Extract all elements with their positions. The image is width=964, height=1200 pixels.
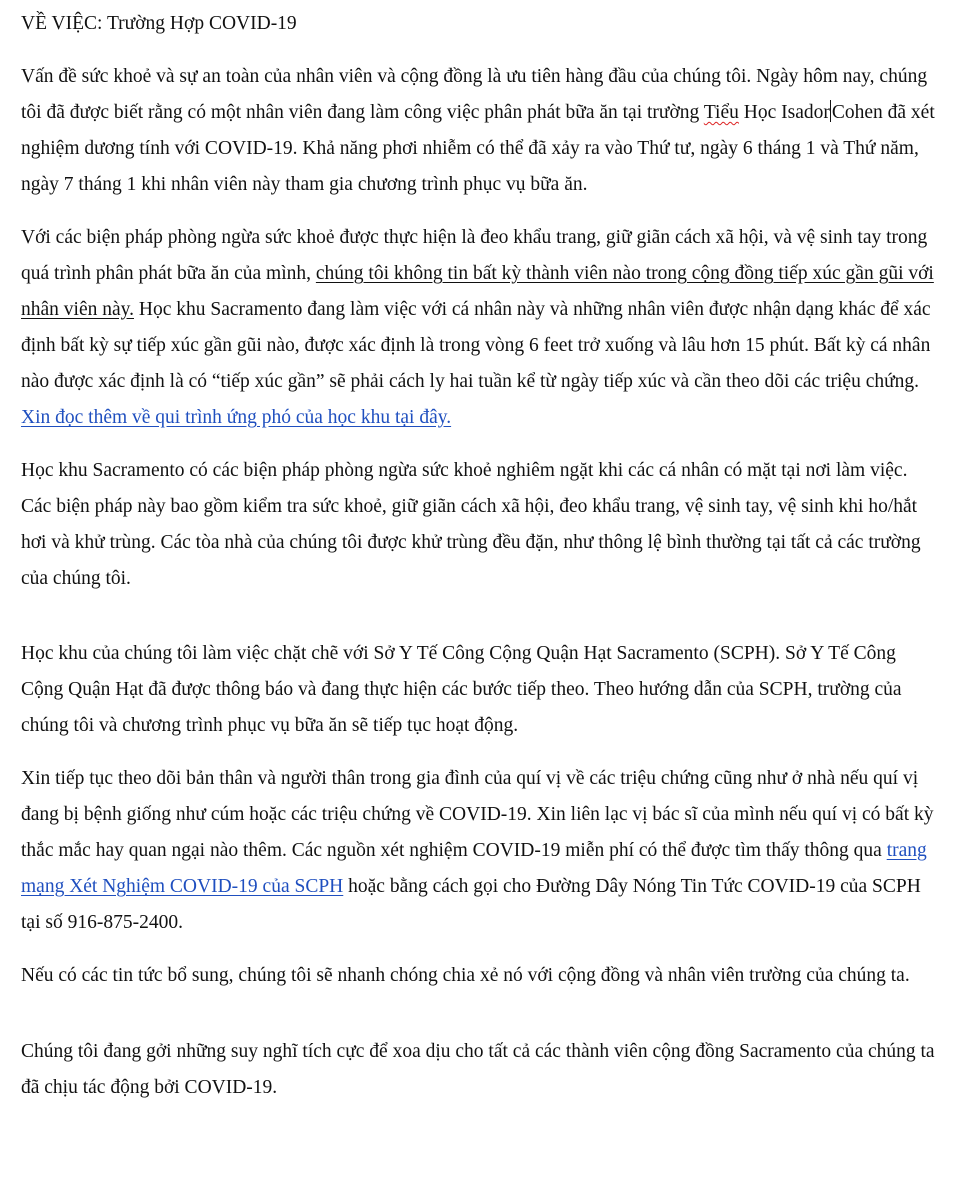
paragraph-text: Với các biện pháp phòng ngừa sức khoẻ được thực hiện là đeo khẩu trang, giữ giãn cách xã hội, và vệ sinh tay trong quá trình phân phát bữa ăn của mình, [21,227,928,284]
scph-testing-link[interactable]: trang mạng Xét Nghiệm COVID-19 của SCPH [21,840,927,897]
paragraph-text: Xin tiếp tục theo dõi bản thân và người thân trong gia đình của quí vị về các triệu chứng cũng như ở nhà nếu quí vị đang bị bệnh giống như cúm hoặc các triệu chứng về COVID-19. Xin liên lạc vị bác sĩ của mình nếu quí vị có bất kỳ thắc mắc hay quan ngại nào thêm. Các nguồn xét nghiệm COVID-19 miễn phí có thể được tìm thấy thông qua [21,768,934,861]
paragraph-precautions [21,220,939,436]
underlined-statement: chúng tôi không tin bất kỳ thành viên nào trong cộng đồng tiếp xúc gần gũi với nhân viên này. [21,263,934,320]
paragraph-text: Học Isador [738,102,830,123]
paragraph-text: Vấn đề sức khoẻ và sự an toàn của nhân viên và cộng đồng là ưu tiên hàng đầu của chúng tôi. Ngày hôm nay, chúng tôi đã được biết rằng có một nhân viên đang làm công việc phân phát bữa ăn tại trường [21,66,928,123]
paragraph-exposure-notice [21,59,939,203]
spellcheck-word: Tiểu [703,102,739,123]
paragraph-closing: Chúng tôi đang gởi những suy nghĩ tích cực để xoa dịu cho tất cả các thành viên cộng đồng Sacramento của chúng ta đã chịu tác động bởi COVID-19. [21,1041,935,1098]
paragraph-scph-coordination: Học khu của chúng tôi làm việc chặt chẽ với Sở Y Tế Công Cộng Quận Hạt Sacramento (SCPH). Sở Y Tế Công Cộng Quận Hạt đã được thông báo và đang thực hiện các bước tiếp theo. Theo hướng dẫn của SCPH, trường của chúng tôi và chương trình phục vụ bữa ăn sẽ tiếp tục hoạt động. [21,643,902,736]
document-body [21,0,939,1106]
paragraph-workplace-measures: Học khu Sacramento có các biện pháp phòng ngừa sức khoẻ nghiêm ngặt khi các cá nhân có mặt tại nơi làm việc. Các biện pháp này bao gồm kiểm tra sức khoẻ, giữ giãn cách xã hội, đeo khẩu trang, vệ sinh tay, vệ sinh khi ho/hắt hơi và khử trùng. Các tòa nhà của chúng tôi được khử trùng đều đặn, như thông lệ bình thường tại tất cả các trường của chúng tôi. [21,460,921,589]
paragraph-updates: Nếu có các tin tức bổ sung, chúng tôi sẽ nhanh chóng chia xẻ nó với cộng đồng và nhân viên trường của chúng ta. [21,965,910,986]
paragraph-text: Cohen đã xét nghiệm dương tính với COVID-19. Khả năng phơi nhiễm có thể đã xảy ra vào Thứ tư, ngày 6 tháng 1 và Thứ năm, ngày 7 tháng 1 khi nhân viên này tham gia chương trình phục vụ bữa ăn. [21,102,935,195]
paragraph-text: Học khu Sacramento đang làm việc với cá nhân này và những nhân viên được nhận dạng khác để xác định bất kỳ sự tiếp xúc gần gũi nào, được xác định là trong vòng 6 feet trở xuống và lâu hơn 15 phút. Bất kỳ cá nhân nào được xác định là có “tiếp xúc gần” sẽ phải cách ly hai tuần kể từ ngày tiếp xúc và cần theo dõi các triệu chứng. [21,299,931,392]
document-heading: VỀ VIỆC: Trường Hợp COVID-19 [21,13,297,34]
district-protocol-link[interactable]: Xin đọc thêm về qui trình ứng phó của học khu tại đây. [21,407,452,428]
paragraph-text: hoặc bằng cách gọi cho Đường Dây Nóng Tin Tức COVID-19 của SCPH tại số 916-875-2400. [21,876,921,933]
paragraph-monitoring [21,761,939,941]
